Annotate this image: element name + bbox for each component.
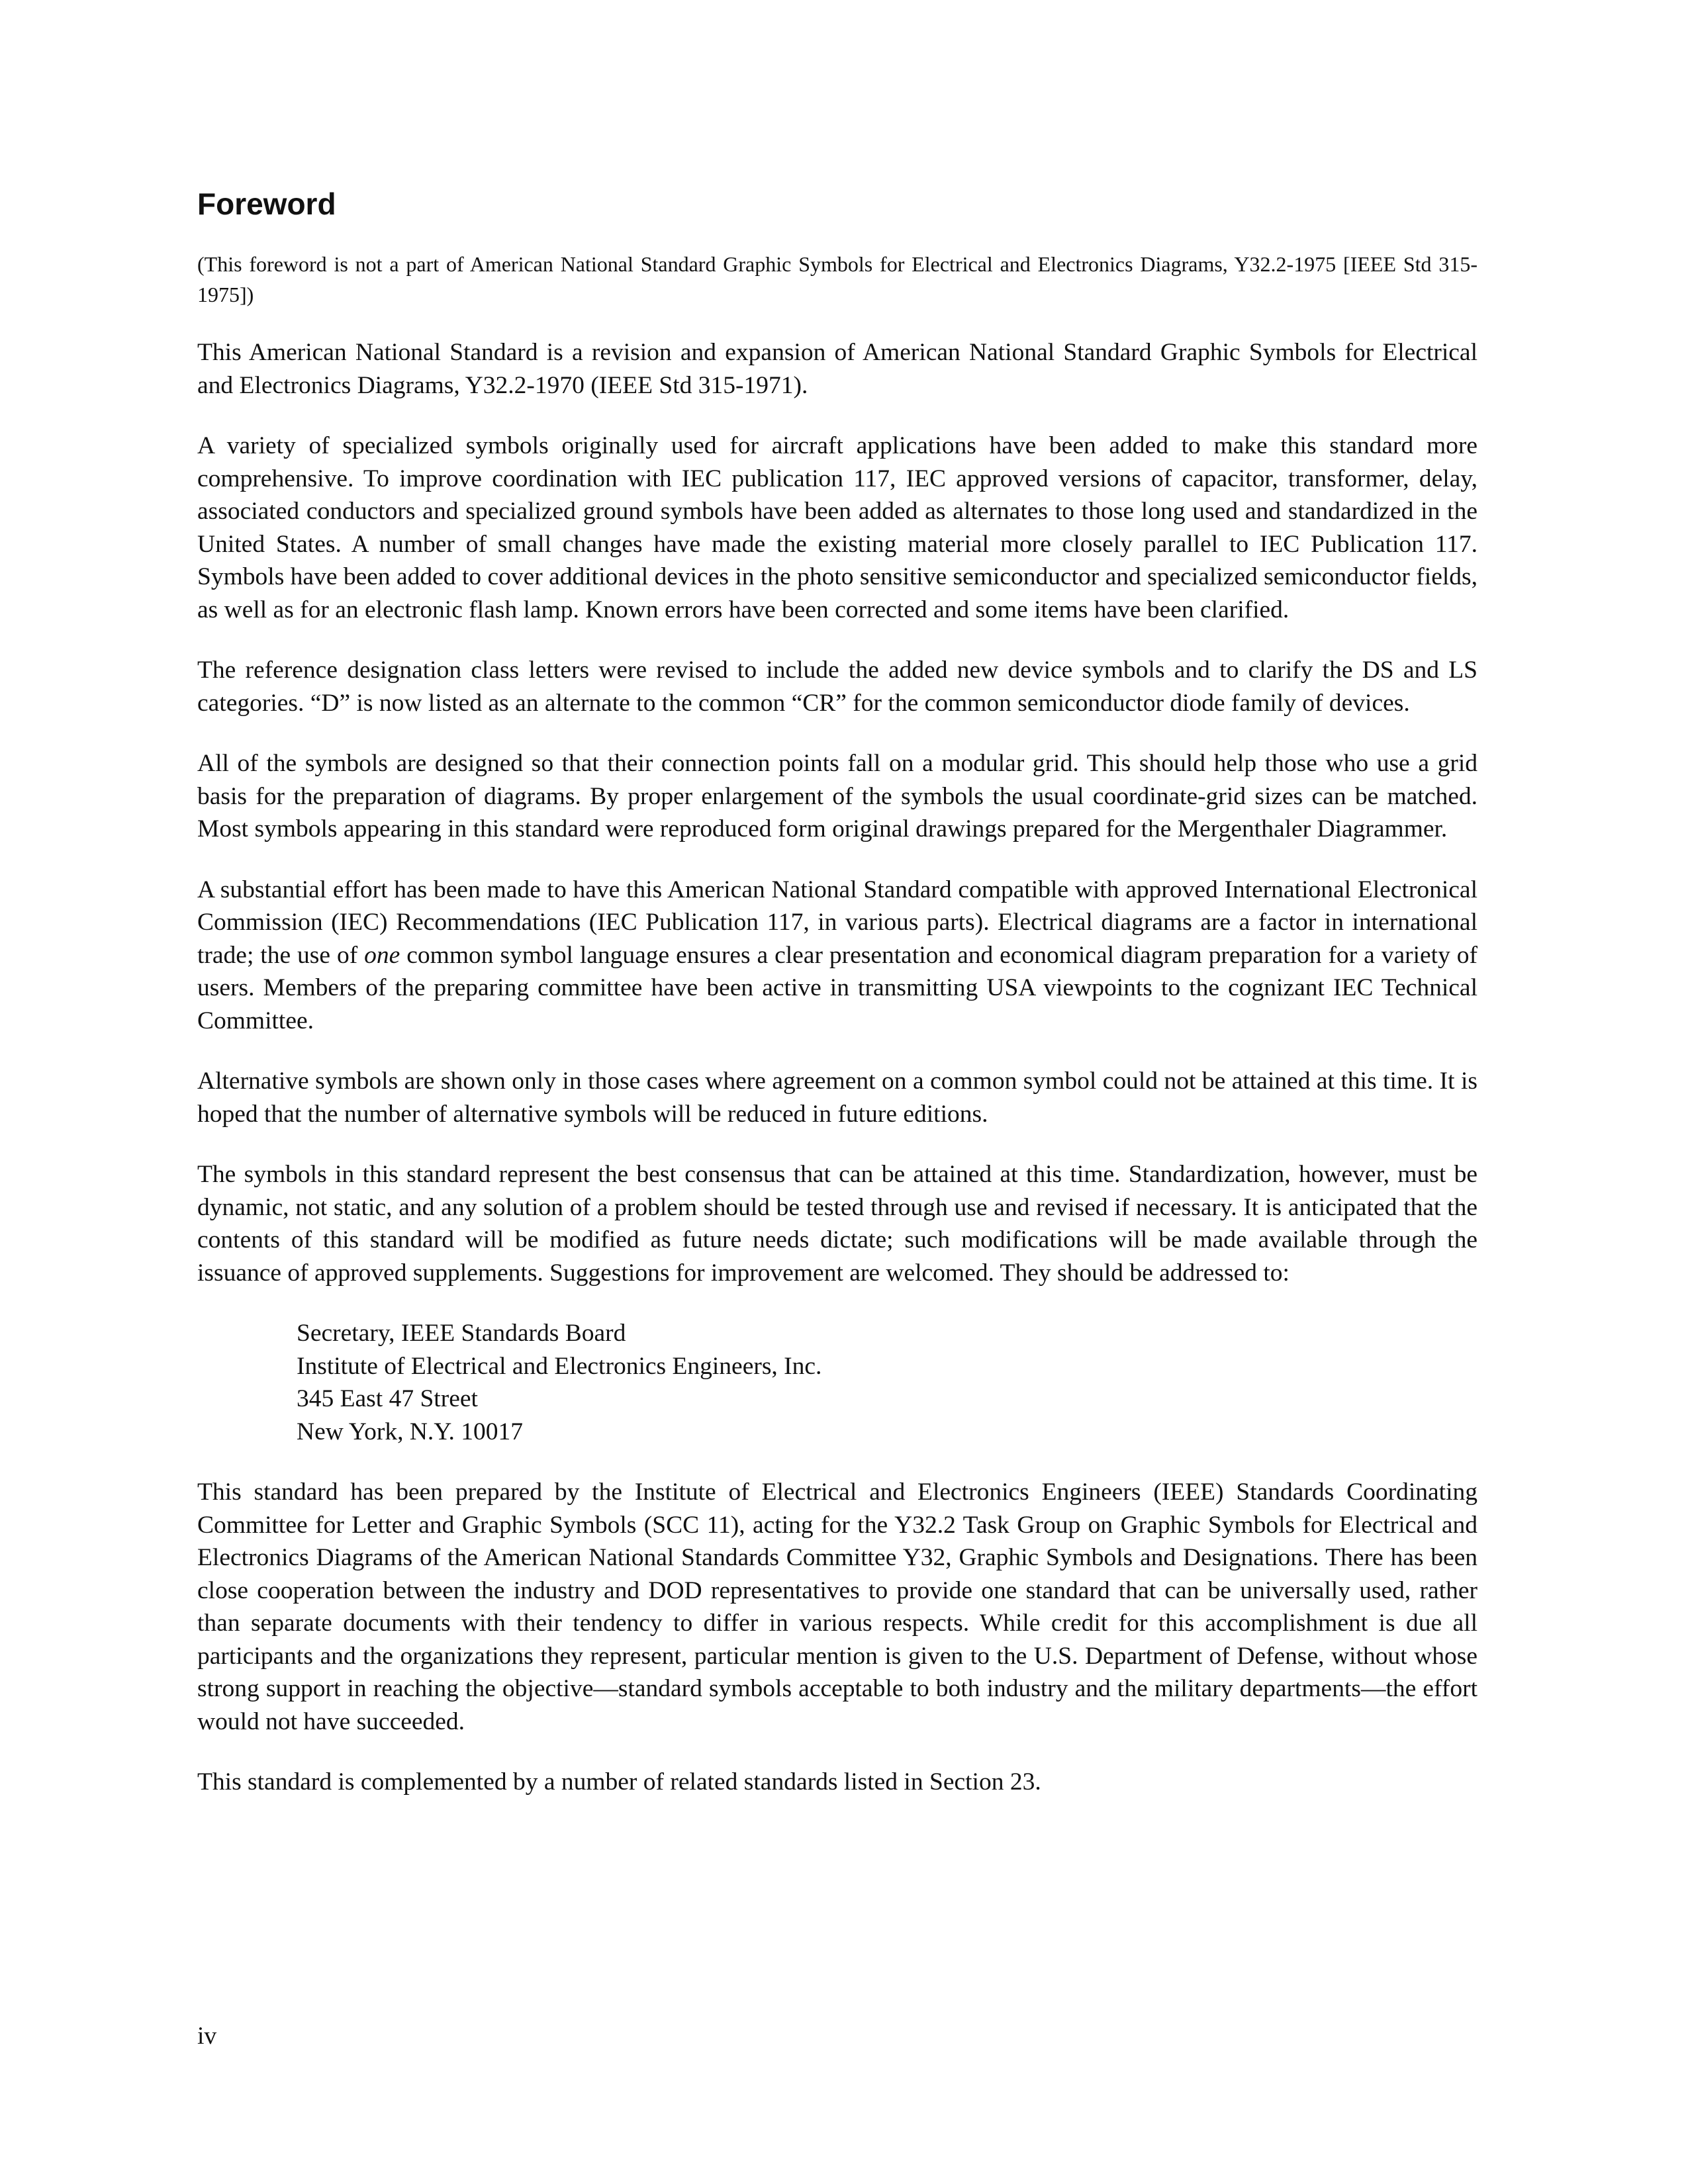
paragraph-modular-grid: All of the symbols are designed so that their connection points fall on a modular grid. This should help those who use a grid basis for the preparation of diagrams. By proper enlargement of the symbols the usual coordinate-grid sizes can be matched. Most symbols appearing in this standard were reproduced form original drawings prepared for the Mergenthaler Diagrammer.	[197, 750, 1477, 842]
paragraph-reference-designation: The reference designation class letters were revised to include the added new device symbols and to clarify the DS and LS categories. “D” is now listed as an alternate to the common “CR” for the common semiconductor diode family of devices.	[197, 657, 1477, 717]
paragraph-revision: This American National Standard is a revision and expansion of American National Standard Graphic Symbols for Electrical and Electronics Diagrams, Y32.2-1970 (IEEE Std 315-1971).	[197, 339, 1477, 399]
address-line-1: Secretary, IEEE Standards Board	[297, 1320, 626, 1347]
paragraph-iec-text-start: A substantial effort has been made to have this American National Standard compatible with approved International Electronical Commission (IEC) Recommendations (IEC Publication 117, in various parts). Electrical diagrams are a factor in international trade; the use of	[197, 876, 1477, 969]
foreword-page	[197, 185, 1477, 1827]
address-line-3: 345 East 47 Street	[297, 1385, 478, 1412]
paragraph-added-symbols: A variety of specialized symbols originally used for aircraft applications have been added to make this standard more comprehensive. To improve coordination with IEC publication 117, IEC approved versions of capacitor, transformer, delay, associated conductors and specialized ground symbols have been added as alternates to those long used and standardized in the United States. A number of small changes have made the existing material more closely parallel to IEC Publication 117. Symbols have been added to cover additional devices in the photo sensitive semiconductor and specialized semiconductor fields, as well as for an electronic flash lamp. Known errors have been corrected and some items have been clarified.	[197, 432, 1477, 623]
paragraph-alternative-symbols: Alternative symbols are shown only in those cases where agreement on a common symbol could not be attained at this time. It is hoped that the number of alternative symbols will be reduced in future editions.	[197, 1068, 1477, 1128]
emphasis-one: one	[364, 941, 400, 969]
paragraph-iec-text-end: common symbol language ensures a clear presentation and economical diagram preparation for a variety of users. Members of the preparing committee have been active in transmitting USA viewpoints to the cognizant IEC Technical Committee.	[197, 941, 1477, 1034]
mailing-address	[297, 1317, 1477, 1448]
address-line-4: New York, N.Y. 10017	[297, 1418, 524, 1445]
paragraph-related-standards: This standard is complemented by a number of related standards listed in Section 23.	[197, 1768, 1041, 1796]
address-line-2: Institute of Electrical and Electronics Engineers, Inc.	[297, 1352, 822, 1380]
paragraph-preparation: This standard has been prepared by the Institute of Electrical and Electronics Engineers (IEEE) Standards Coordinating Committee for Letter and Graphic Symbols (SCC 11), acting for the Y32.2 Task Group on Graphic Symbols for Electrical and Electronics Diagrams of the American National Standards Committee Y32, Graphic Symbols and Designations. There has been close cooperation between the industry and DOD representatives to provide one standard that can be universally used, rather than separate documents with their tendency to differ in various respects. While credit for this accomplishment is due all participants and the organizations they represent, particular mention is given to the U.S. Department of Defense, without whose strong support in reaching the objective—standard symbols acceptable to both industry and the military departments—the effort would not have succeeded.	[197, 1479, 1477, 1735]
foreword-note: (This foreword is not a part of American National Standard Graphic Symbols for Electrical and Electronics Diagrams, Y32.2-1975 [IEEE Std 315-1975])	[197, 252, 1477, 306]
paragraph-consensus: The symbols in this standard represent the best consensus that can be attained at this time. Standardization, however, must be dynamic, not static, and any solution of a problem should be tested through use and revised if necessary. It is anticipated that the contents of this standard will be modified as future needs dictate; such modifications will be made available through the issuance of approved supplements. Suggestions for improvement are welcomed. They should be addressed to:	[197, 1161, 1477, 1287]
page-number: iv	[197, 2023, 217, 2050]
paragraph-iec-compatibility	[197, 874, 1477, 1038]
page-title: Foreword	[197, 187, 336, 221]
